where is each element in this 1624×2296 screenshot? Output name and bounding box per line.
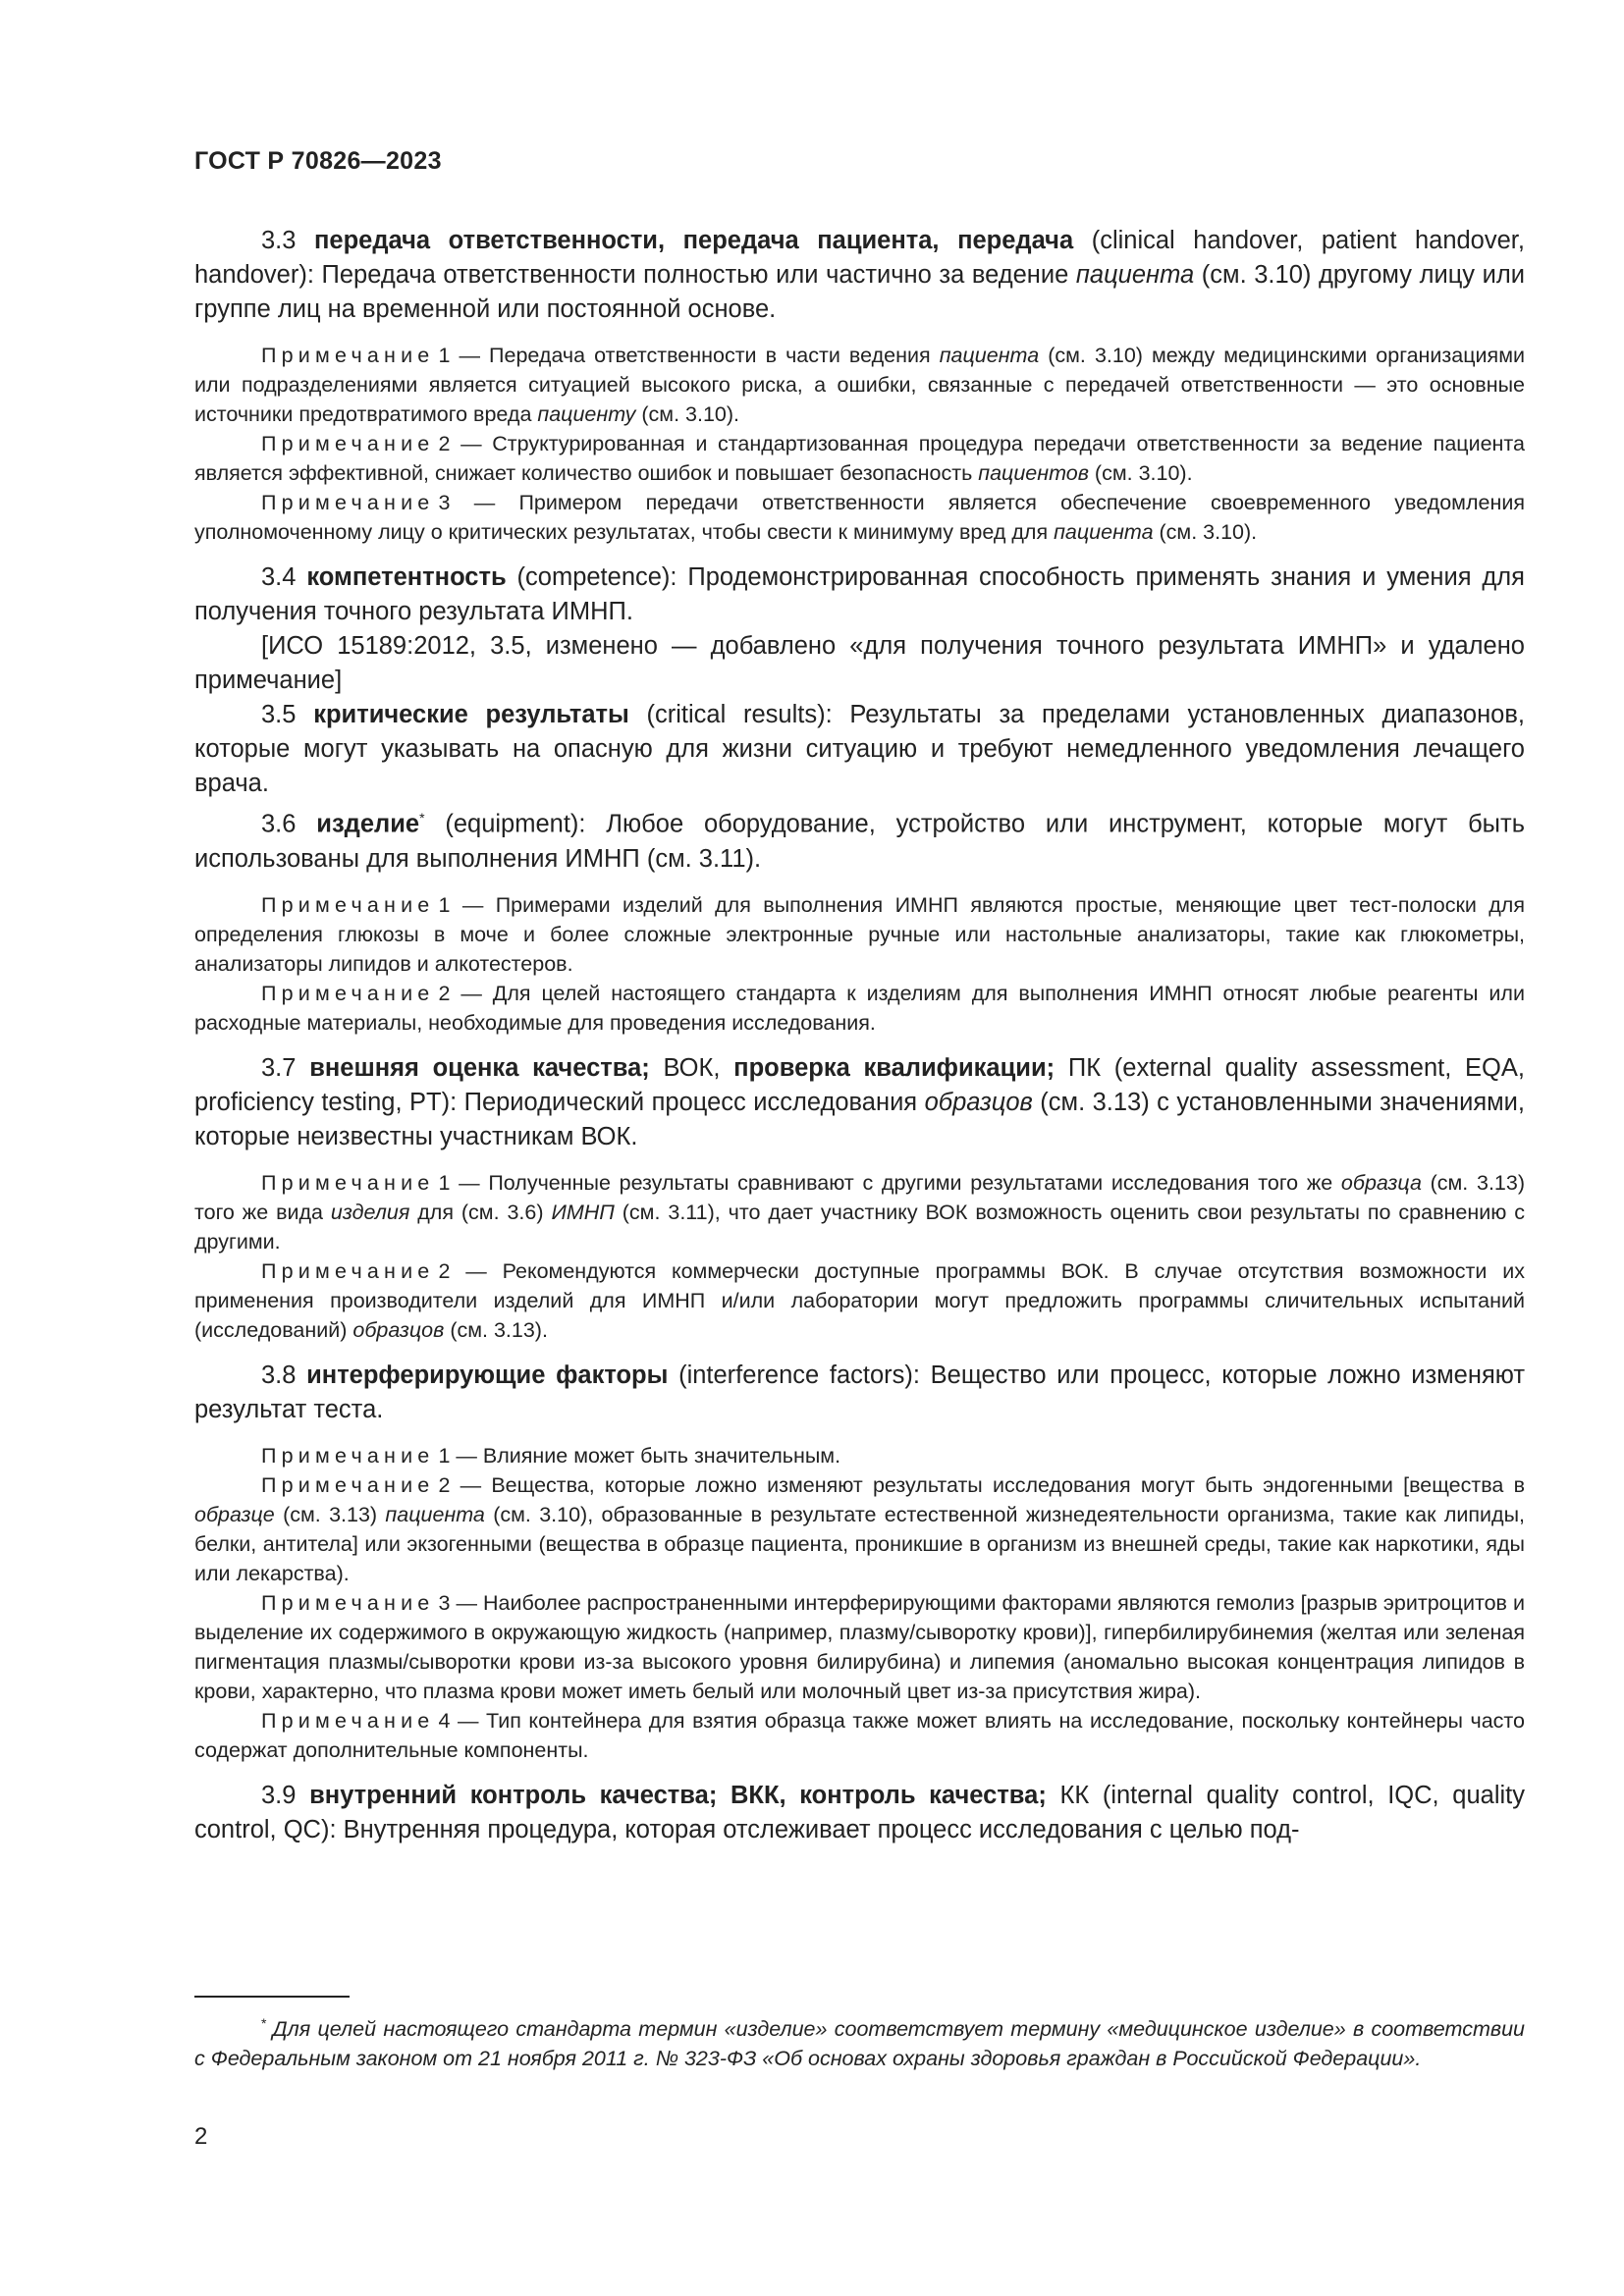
- footnote-divider: [194, 1996, 350, 1998]
- term-english: КК (internal quality control, IQC, quality control, QC):: [194, 1781, 1526, 1843]
- note: Примечание 1 — Передача ответственности в части ведения пациента (см. 3.10) между медицинскими организациями или подразделениями является ситуацией высокого риска, а ошибки, связанные с передачей ответственности — это основные источники предотвратимого вреда пациенту (см. 3.10).: [194, 344, 1525, 426]
- notes-3-3: [194, 341, 1525, 547]
- page-number: 2: [194, 2123, 208, 2150]
- term-english: ПК (external quality assessment, EQA, proficiency testing, PT):: [194, 1053, 1525, 1116]
- term-title: ВКК, контроль качества;: [730, 1781, 1047, 1809]
- term-title: внутренний контроль качества;: [309, 1781, 718, 1809]
- notes-3-6: [194, 890, 1525, 1038]
- note-label: Примечание: [261, 981, 435, 1005]
- note: Примечание 2 — Вещества, которые ложно изменяют результаты исследования могут быть эндогенными [вещества в образце (см. 3.13) пациента (см. 3.10), образованные в результате естественной жизнедеятельности организма, такие как липиды, белки, антитела] или экзогенными (вещества в образце пациента, проникшие в организм из внешней среды, такие как наркотики, яды или лекарства).: [194, 1472, 1526, 1585]
- term-3-9: 3.9 внутренний контроль качества; ВКК, контроль качества; КК (internal quality control, IQC, quality control, QC): Внутренняя процедура, которая отслеживает процесс исследования с целью под-: [194, 1781, 1526, 1843]
- note-label: Примечание: [261, 1258, 435, 1283]
- term-number: 3.4: [261, 563, 307, 591]
- term-3-3: 3.3 передача ответственности, передача пациента, передача (clinical handover, patient handover, handover): Передача ответственности полностью или частично за ведение пациента (см. 3.10) другому лицу или группе лиц на временной или постоянной основе.: [194, 227, 1526, 323]
- document-page: [194, 0, 1525, 2296]
- term-3-6: 3.6 изделие* (equipment): Любое оборудование, устройство или инструмент, которые могут быть использованы для выполнения ИМНП (см. 3.11).: [194, 810, 1525, 873]
- term-3-7: 3.7 внешняя оценка качества; ВОК, проверка квалификации; ПК (external quality assessment, EQA, proficiency testing, PT): Периодический процесс исследования образцов (см. 3.13) с установленными значениями, которые неизвестны участникам ВОК.: [194, 1053, 1526, 1150]
- note-label: Примечание: [261, 1590, 435, 1615]
- note: Примечание 1 — Влияние может быть значительным.: [261, 1443, 841, 1468]
- term-number: 3.3: [261, 227, 315, 254]
- term-title: изделие: [316, 810, 420, 838]
- note-label: Примечание: [261, 1708, 435, 1733]
- term-number: 3.6: [261, 810, 317, 838]
- note-label: Примечание: [261, 1170, 435, 1195]
- term-3-4-source: [ИСО 15189:2012, 3.5, изменено — добавлено «для получения точного результата ИМНП» и удалено примечание]: [194, 632, 1525, 694]
- footnote-reference: *: [419, 810, 425, 826]
- note: Примечание 2 — Для целей настоящего стандарта к изделиям для выполнения ИМНП относят любые реагенты или расходные материалы, необходимые для проведения исследования.: [194, 981, 1525, 1035]
- term-3-4: 3.4 компетентность (competence): Продемонстрированная способность применять знания и умения для получения точного результата ИМНП.: [194, 563, 1525, 625]
- note: Примечание 1 — Примерами изделий для выполнения ИМНП являются простые, меняющие цвет тест-полоски для определения глюкозы в моче и более сложные электронные ручные или настольные анализаторы, такие как глюкометры, анализаторы липидов и алкотестеров.: [194, 892, 1525, 976]
- term-title: критические результаты: [313, 701, 629, 728]
- note-label: Примечание: [261, 892, 435, 917]
- term-english: (equipment):: [424, 810, 586, 838]
- note-label: Примечание: [261, 491, 435, 514]
- note: Примечание 1 — Полученные результаты сравнивают с другими результатами исследования того же образца (см. 3.13) того же вида изделия для (см. 3.6) ИМНП (см. 3.11), что дает участнику ВОК возможность оценить свои результаты по сравнению с другими.: [194, 1170, 1526, 1254]
- term-number: 3.9: [261, 1781, 310, 1809]
- term-title: компетентность: [306, 563, 507, 591]
- term-3-5: 3.5 критические результаты (critical results): Результаты за пределами установленных диапазонов, которые могут указывать на опасную для жизни ситуацию и требуют немедленного уведомления лечащего врача.: [194, 701, 1525, 797]
- footnote-text: Для целей настоящего стандарта термин «изделие» соответствует термину «медицинское изделие» в соответствии с Федеральным законом от 21 ноября 2011 г. № 323-ФЗ «Об основах охраны здоровья граждан в Российской Федерации».: [194, 2017, 1525, 2071]
- footnote-marker: *: [261, 2015, 267, 2031]
- document-body: [194, 224, 1525, 1847]
- term-english: (competence):: [506, 563, 677, 591]
- note: Примечание 2 — Структурированная и стандартизованная процедура передачи ответственности за ведение пациента является эффективной, снижает количество ошибок и повышает безопасность пациентов (см. 3.10).: [194, 432, 1525, 485]
- term-english: (interference factors):: [668, 1361, 920, 1389]
- note: Примечание 2 — Рекомендуются коммерчески доступные программы ВОК. В случае отсутствия возможности их применения производители изделий для ИМНП и/или лаборатории могут предложить программы сличительных испытаний (исследований) образцов (см. 3.13).: [194, 1258, 1525, 1342]
- note: Примечание 3 — Примером передачи ответственности является обеспечение своевременного уведомления уполномоченному лицу о критических результатах, чтобы свести к минимуму вред для пациента (см. 3.10).: [194, 491, 1525, 544]
- note-label: Примечание: [261, 1443, 435, 1468]
- note-label: Примечание: [261, 344, 435, 367]
- term-title: передача ответственности, передача пациента, передача: [314, 227, 1074, 254]
- term-title: проверка квалификации;: [733, 1053, 1056, 1082]
- term-3-8: 3.8 интерферирующие факторы (interference factors): Вещество или процесс, которые ложно изменяют результат теста.: [194, 1361, 1525, 1423]
- term-title: внешняя оценка качества;: [309, 1053, 650, 1082]
- term-title: интерферирующие факторы: [306, 1361, 669, 1389]
- standard-designation: ГОСТ Р 70826—2023: [194, 147, 442, 175]
- term-number: 3.7: [261, 1053, 310, 1082]
- note-label: Примечание: [261, 432, 435, 455]
- notes-3-7: [194, 1168, 1525, 1345]
- note: Примечание 4 — Тип контейнера для взятия образца также может влиять на исследование, поскольку контейнеры часто содержат дополнительные компоненты.: [194, 1708, 1525, 1762]
- notes-3-8: [194, 1441, 1525, 1765]
- term-number: 3.8: [261, 1361, 307, 1389]
- note-label: Примечание: [261, 1472, 435, 1497]
- footnote: [194, 2008, 1525, 2073]
- term-number: 3.5: [261, 701, 314, 728]
- note: Примечание 3 — Наиболее распространенными интерферирующими факторами являются гемолиз [разрыв эритроцитов и выделение их содержимого в окружающую жидкость (например, плазму/сыворотку крови)], гипербилирубинемия (желтая или зеленая пигментация плазмы/сыворотки крови из-за высокого уровня билирубина) и липемия (аномально высокая концентрация липидов в крови, характерно, что плазма крови может иметь белый или молочный цвет из-за присутствия жира).: [194, 1590, 1525, 1703]
- term-english: (clinical handover, patient handover, handover):: [194, 227, 1525, 289]
- term-english: (critical results):: [628, 701, 833, 728]
